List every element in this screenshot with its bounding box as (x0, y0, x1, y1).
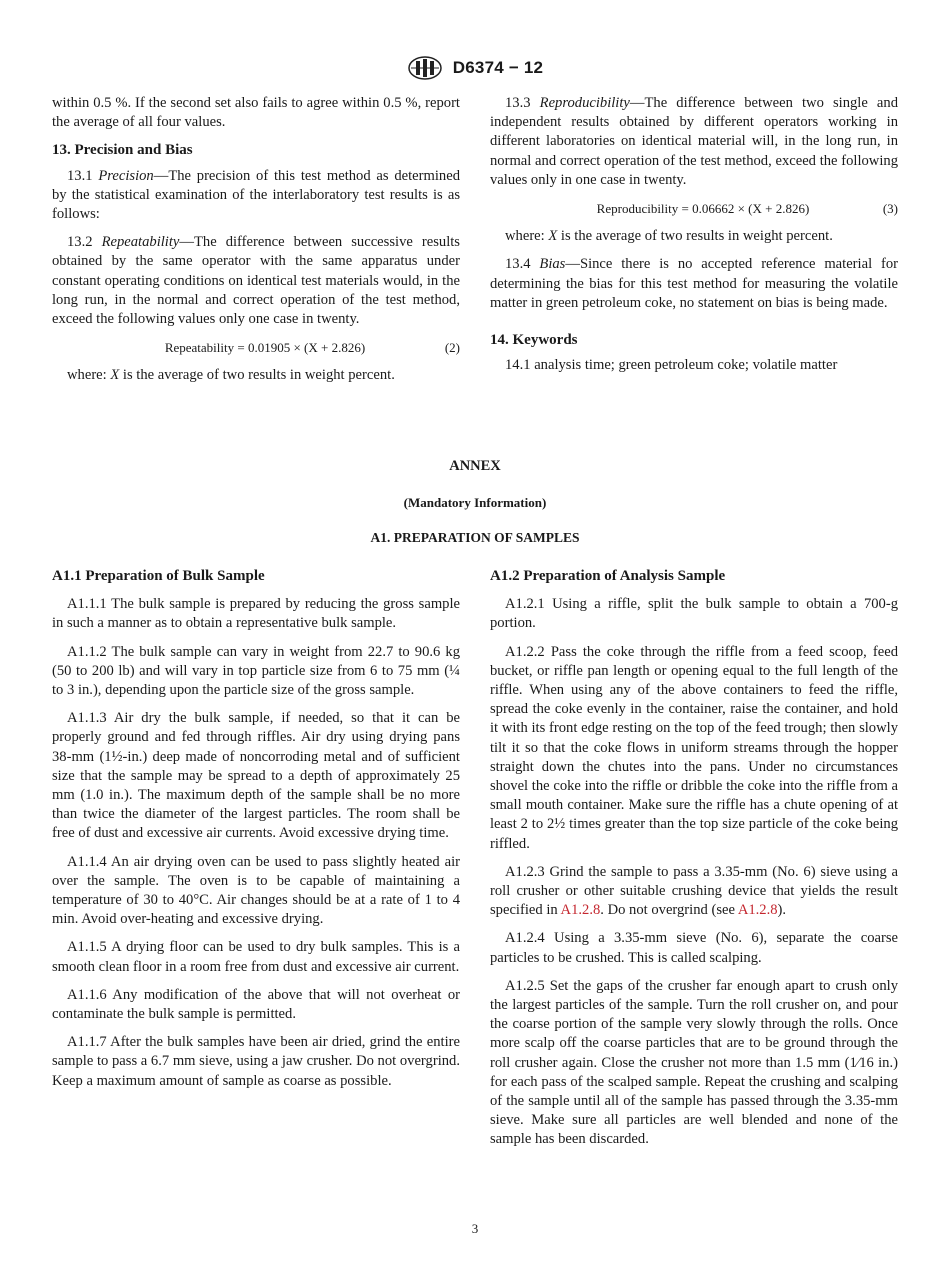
astm-logo-icon (407, 56, 443, 80)
link-a1-2-8-second[interactable]: A1.2.8 (737, 902, 778, 919)
equation-2-number: (2) (444, 340, 460, 356)
left-column-annex (52, 567, 460, 1100)
continued-paragraph: within 0.5 %. If the second set also fails to agree within 0.5 %, report the average of all four values. (52, 95, 460, 131)
document-id: D6374 − 12 (452, 58, 544, 77)
page-header (0, 56, 950, 82)
where-2: where: X is the average of two results in weight percent. (67, 367, 395, 384)
page-number: 3 (471, 1221, 479, 1236)
paragraph-a1-2-1: A1.2.1 Using a riffle, split the bulk sample to obtain a 700-g portion. (490, 596, 898, 632)
paragraph-a1-1-7: A1.1.7 After the bulk samples have been air dried, grind the entire sample to pass a 6.7 mm sieve, using a jaw crusher. Do not overgrind. Keep a maximum amount of sample as coarse as possible. (52, 1034, 460, 1089)
paragraph-a1-1-3: A1.1.3 Air dry the bulk sample, if needed, so that it can be properly ground and fed through riffles. Air dry using drying pans 38-mm (1½-in.) deep made of noncorroding metal and of sufficient size that the sample may be spread to a depth of approximately 25 mm (1.0 in.). The maximum depth of the sample shall be no more than twice the diameter of the largest particles. The room shall be free of dust and excessive air currents. Avoid excessive drying time. (52, 710, 460, 842)
right-column-top (490, 94, 898, 384)
a1-1-heading: A1.1 Preparation of Bulk Sample (52, 568, 265, 584)
left-column-top (52, 94, 460, 395)
right-column-annex (490, 567, 898, 1159)
equation-2 (52, 338, 460, 357)
link-a1-2-8[interactable]: A1.2.8 (560, 902, 601, 919)
paragraph-13-1: 13.1 Precision—The precision of this test method as determined by the statistical examination of the interlaboratory test results is as follows: (52, 167, 460, 223)
where-3: where: X is the average of two results in weight percent. (505, 228, 833, 245)
paragraph-a1-2-5: A1.2.5 Set the gaps of the crusher far enough apart to crush only the largest particles of the sample. Turn the roll crusher on, and pour the coarse portion of the sample very slowly through the rolls. Once more scalp off the coarse particles that are to be ground through the roll crusher again. Close the crusher not more than 1.5 mm (1⁄16 in.) for each pass of the scalped sample. Repeat the crushing and scalping of the sample until all of the sample has passed through the 3.35-mm sieve. Make sure all particles are well blended and none of the sample has been discarded. (490, 977, 898, 1148)
paragraph-13-3: 13.3 Reproducibility—The difference between two single and independent results obtained by different operators working in different laboratories on identical material will, in the long run, in normal and correct operation of the test method, exceed the following values only in one case in twenty. (490, 95, 898, 188)
paragraph-13-2: 13.2 Repeatability—The difference between successive results obtained by the same operator with the same apparatus under constant operating conditions on identical test materials would, in the long run, in the normal and correct operation of the test method, exceed the following values only one case in twenty. (52, 234, 460, 328)
paragraph-14-1: 14.1 analysis time; green petroleum coke; volatile matter (505, 357, 838, 374)
paragraph-a1-2-2: A1.2.2 Pass the coke through the riffle from a feed scoop, feed bucket, or riffle pan length or opening equal to the full length of the riffle. When using any of the above containers to feed the riffle, spread the coke evenly in the container, raise the container, and hold it with its front edge resting on the top of the feed trough; then slowly tilt it so that the coke flows in uniform streams through the hopper straight down the chutes into the pans. Under no circumstances shovel the coke into the riffle or dribble the coke into the riffle from a small mouth container. Make sure the riffle has a chute opening of at least 2 to 2½ times greater than the top size particle of the coke being riffled. (490, 643, 898, 852)
paragraph-a1-1-2: A1.1.2 The bulk sample can vary in weight from 22.7 to 90.6 kg (50 to 200 lb) and will vary in top particle size from 6 to 75 mm (¼ to 3 in.), depending upon the particle size of the gross sample. (52, 643, 460, 699)
equation-2-expression: Repeatability = 0.01905 × (X + 2.826) (164, 340, 366, 356)
paragraph-a1-1-4: A1.1.4 An air drying oven can be used to pass slightly heated air over the sample. The oven is to be capable of maintaining a temperature of 30 to 40°C. Air changes should be at a rate of 1 to 4 min. Avoid over-heating and excessive drying. (52, 853, 460, 928)
paragraph-a1-1-1: A1.1.1 The bulk sample is prepared by reducing the gross sample in such a manner as to obtain a representative bulk sample. (52, 596, 460, 632)
annex-title: ANNEX (449, 458, 501, 474)
equation-3-number: (3) (882, 201, 898, 217)
annex-mandatory: (Mandatory Information) (403, 495, 547, 510)
equation-3-expression: Reproducibility = 0.06662 × (X + 2.826) (596, 201, 810, 217)
section-14-heading: 14. Keywords (490, 332, 578, 349)
paragraph-a1-1-6: A1.1.6 Any modification of the above that will not overheat or contaminate the bulk sample is permitted. (52, 986, 460, 1023)
equation-3 (490, 199, 898, 218)
annex-a1-title: A1. PREPARATION OF SAMPLES (370, 530, 580, 545)
paragraph-a1-1-5: A1.1.5 A drying floor can be used to dry bulk samples. This is a smooth clean floor in a room free from dust and excessive air current. (52, 939, 460, 975)
section-13-heading: 13. Precision and Bias (52, 142, 193, 159)
paragraph-a1-2-4: A1.2.4 Using a 3.35-mm sieve (No. 6), separate the coarse particles to be crushed. This is called scalping. (490, 930, 898, 966)
a1-2-heading: A1.2 Preparation of Analysis Sample (490, 568, 726, 584)
paragraph-a1-2-3: A1.2.3 Grind the sample to pass a 3.35-mm (No. 6) sieve using a roll crusher or other suitable crushing device that yields the result specified in A1.2.8. Do not overgrind (see A1.2.8). (490, 863, 898, 919)
paragraph-13-4: 13.4 Bias—Since there is no accepted reference material for determining the bias for this test method for measuring the volatile matter in green petroleum coke, no statement on bias is being made. (490, 256, 898, 311)
